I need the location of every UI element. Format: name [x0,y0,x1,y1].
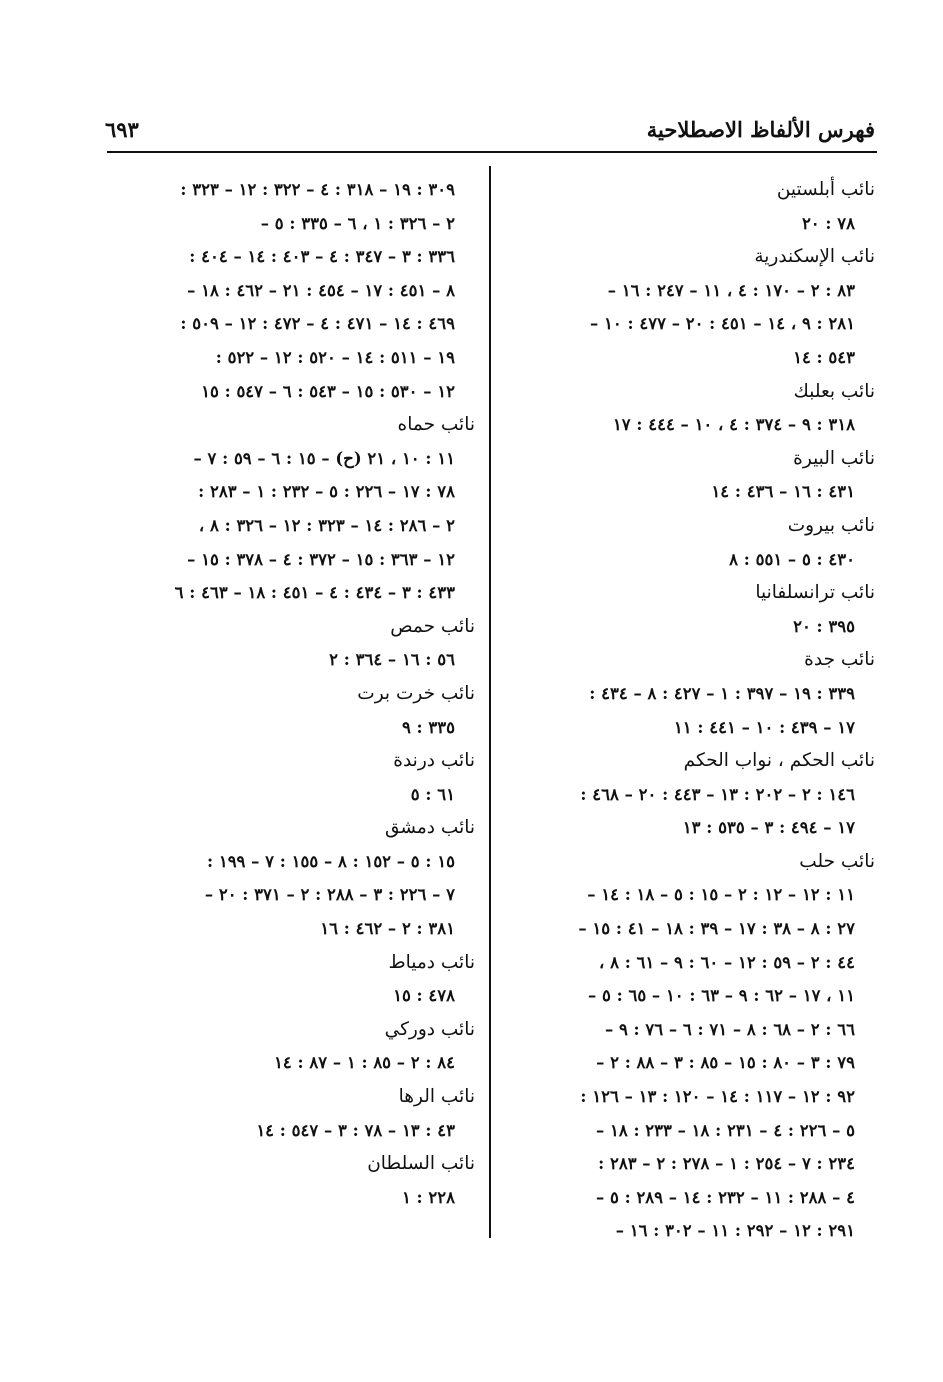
index-references: ١٧ – ٤٩٤ : ٣ – ٥٣٥ : ١٣ [682,818,855,838]
index-term: نائب حلب [799,850,875,872]
index-references: ٤٣ : ١٣ – ٧٨ : ٣ – ٥٤٧ : ١٤ [256,1120,455,1140]
index-references: ٥٤٣ : ١٤ [793,347,855,367]
index-references: ١١ ، ١٧ – ٦٢ : ٩ – ٦٣ : ١٠ – ٦٥ : ٥ – [587,986,855,1006]
index-references: ٢ – ٣٢٦ : ١ ، ٦ – ٣٣٥ : ٥ – [260,213,455,233]
index-term: نائب دمياط [388,951,475,973]
index-references: ٤٣١ : ١٦ – ٤٣٦ : ١٤ [711,482,855,502]
index-term: نائب حمص [390,615,475,637]
index-references: ٢٢٨ : ١ [401,1187,455,1207]
index-references: ١١ : ١٢ – ١٢ : ٢ – ١٥ : ٥ – ١٨ : ١٤ – [587,885,855,905]
index-term: نائب حماه [397,414,475,436]
index-term: نائب الإسكندرية [754,246,875,268]
index-references: ٧٨ : ٢٠ [801,213,855,233]
index-references: ٨٣ : ٢ – ١٧٠ : ٤ ، ١١ – ٢٤٧ : ١٦ – [607,280,855,300]
index-references: ٤ – ٢٨٨ : ١١ – ٢٣٢ : ١٤ – ٢٨٩ : ٥ – [595,1187,855,1207]
index-term: نائب البيرة [793,447,875,469]
index-references: ٢٧ : ٨ – ٣٨ : ١٧ – ٣٩ : ١٨ – ٤١ : ١٥ – [578,919,855,939]
index-references: ٣٠٩ : ١٩ – ٣١٨ : ٤ – ٣٢٢ : ١٢ – ٣٢٣ : [180,180,455,199]
header-rule [107,151,877,153]
right-column [513,173,875,1248]
left-column [111,173,475,1214]
index-term: نائب الرها [398,1086,475,1108]
index-references: ١٥ : ٥ – ١٥٢ : ٨ – ١٥٥ : ٧ – ١٩٩ : [206,851,455,871]
index-references: ٦٦ : ٢ – ٦٨ : ٨ – ٧١ : ٦ – ٧٦ : ٩ – [604,1019,855,1039]
index-references: ٢ – ٢٨٦ : ١٤ – ٣٢٣ : ١٢ – ٣٢٦ : ٨ ، [198,515,455,535]
index-term: نائب ترانسلفانيا [755,582,875,604]
index-references: ١١ : ١٠ ، ٢١ (ح) – ١٥ : ٦ – ٥٩ : ٧ – [193,448,455,468]
index-references: ١٢ – ٣٦٣ : ١٥ – ٣٧٢ : ٤ – ٣٧٨ : ١٥ – [187,549,455,569]
index-term: نائب دمشق [384,817,475,839]
index-references: ٥٦ : ١٦ – ٣٦٤ : ٢ [329,650,455,670]
index-references: ٧٩ : ٣ – ٨٠ : ١٥ – ٨٥ : ٣ – ٨٨ : ٢ – [596,1053,855,1073]
index-references: ٤٣٣ : ٣ – ٤٣٤ : ٤ – ٤٥١ : ١٨ – ٤٦٣ : ٦ [174,583,455,603]
index-references: ٤٦٩ : ١٤ – ٤٧١ : ٤ – ٤٧٢ : ١٢ – ٥٠٩ : [180,314,455,334]
index-references: ٣٣٥ : ٩ [401,717,455,737]
index-references: ٣٣٩ : ١٩ – ٣٩٧ : ١ – ٤٢٧ : ٨ – ٤٣٤ : [589,683,855,703]
index-references: ٤٤ : ٢ – ٥٩ : ١٢ – ٦٠ : ٩ – ٦١ : ٨ ، [599,952,855,972]
index-references: ٣٨١ : ٢ – ٤٦٢ : ١٦ [320,919,455,939]
index-references: ٣١٨ : ٩ – ٣٧٤ : ٤ ، ١٠ – ٤٤٤ : ١٧ [612,415,855,435]
index-references: ٧٨ : ١٧ – ٢٢٦ : ٥ – ٢٣٢ : ١ – ٢٨٣ : [198,482,455,502]
index-references: ٢٨١ : ٩ ، ١٤ – ٤٥١ : ٢٠ – ٤٧٧ : ١٠ – [590,314,855,334]
index-term: نائب أبلستين [776,179,875,200]
index-references: ٣٣٦ : ٣ – ٣٤٧ : ٤ – ٤٠٣ : ١٤ – ٤٠٤ : [189,247,455,267]
column-divider [489,166,491,1238]
index-references: ١٩ – ٥١١ : ١٤ – ٥٢٠ : ١٢ – ٥٢٢ : [215,347,455,367]
page-title: فهرس الألفاظ الاصطلاحية [646,116,875,142]
index-term: نائب دوركي [384,1018,475,1040]
index-references: ٤٧٨ : ١٥ [393,986,455,1006]
index-term: نائب بعلبك [793,380,875,402]
index-term: نائب الحكم ، نواب الحكم [683,750,875,772]
index-references: ٩٢ : ١٢ – ١١٧ : ١٤ – ١٢٠ : ١٣ – ١٢٦ : [580,1087,855,1107]
index-references: ٤٣٠ : ٥ – ٥٥١ : ٨ [729,549,855,569]
index-references: ٨٤ : ٢ – ٨٥ : ١ – ٨٧ : ١٤ [274,1053,455,1073]
index-references: ٧ – ٢٢٦ : ٣ – ٢٨٨ : ٢ – ٣٧١ : ٢٠ – [204,885,455,905]
index-references: ٢٩١ : ١٢ – ٢٩٢ : ١١ – ٣٠٢ : ١٦ – [615,1221,855,1241]
index-references: ٨ – ٤٥١ : ١٧ – ٤٥٤ : ٢١ – ٤٦٢ : ١٨ – [187,280,455,300]
index-references: ٣٩٥ : ٢٠ [793,616,855,636]
index-term: نائب جدة [804,649,875,671]
index-references: ٥ – ٢٢٦ : ٤ – ٢٣١ : ١٨ – ٢٣٣ : ١٨ – [595,1120,855,1140]
index-term: نائب بيروت [787,514,875,536]
index-term: نائب درندة [393,750,475,772]
index-references: ١٤٦ : ٢ – ٢٠٢ : ١٣ – ٤٤٣ : ٢٠ – ٤٦٨ : [580,784,855,804]
index-references: ٦١ : ٥ [410,784,455,804]
index-references: ١٧ – ٤٣٩ : ١٠ – ٤٤١ : ١١ [673,717,855,737]
index-references: ١٢ – ٥٣٠ : ١٥ – ٥٤٣ : ٦ – ٥٤٧ : ١٥ [201,381,455,401]
page-header [105,112,875,146]
index-term: نائب خرت برت [357,682,475,704]
index-term: نائب السلطان [367,1153,475,1175]
page-number: ٦٩٣ [105,116,139,142]
index-references: ٢٣٤ : ٧ – ٢٥٤ : ١ – ٢٧٨ : ٢ – ٢٨٣ : [598,1154,855,1174]
